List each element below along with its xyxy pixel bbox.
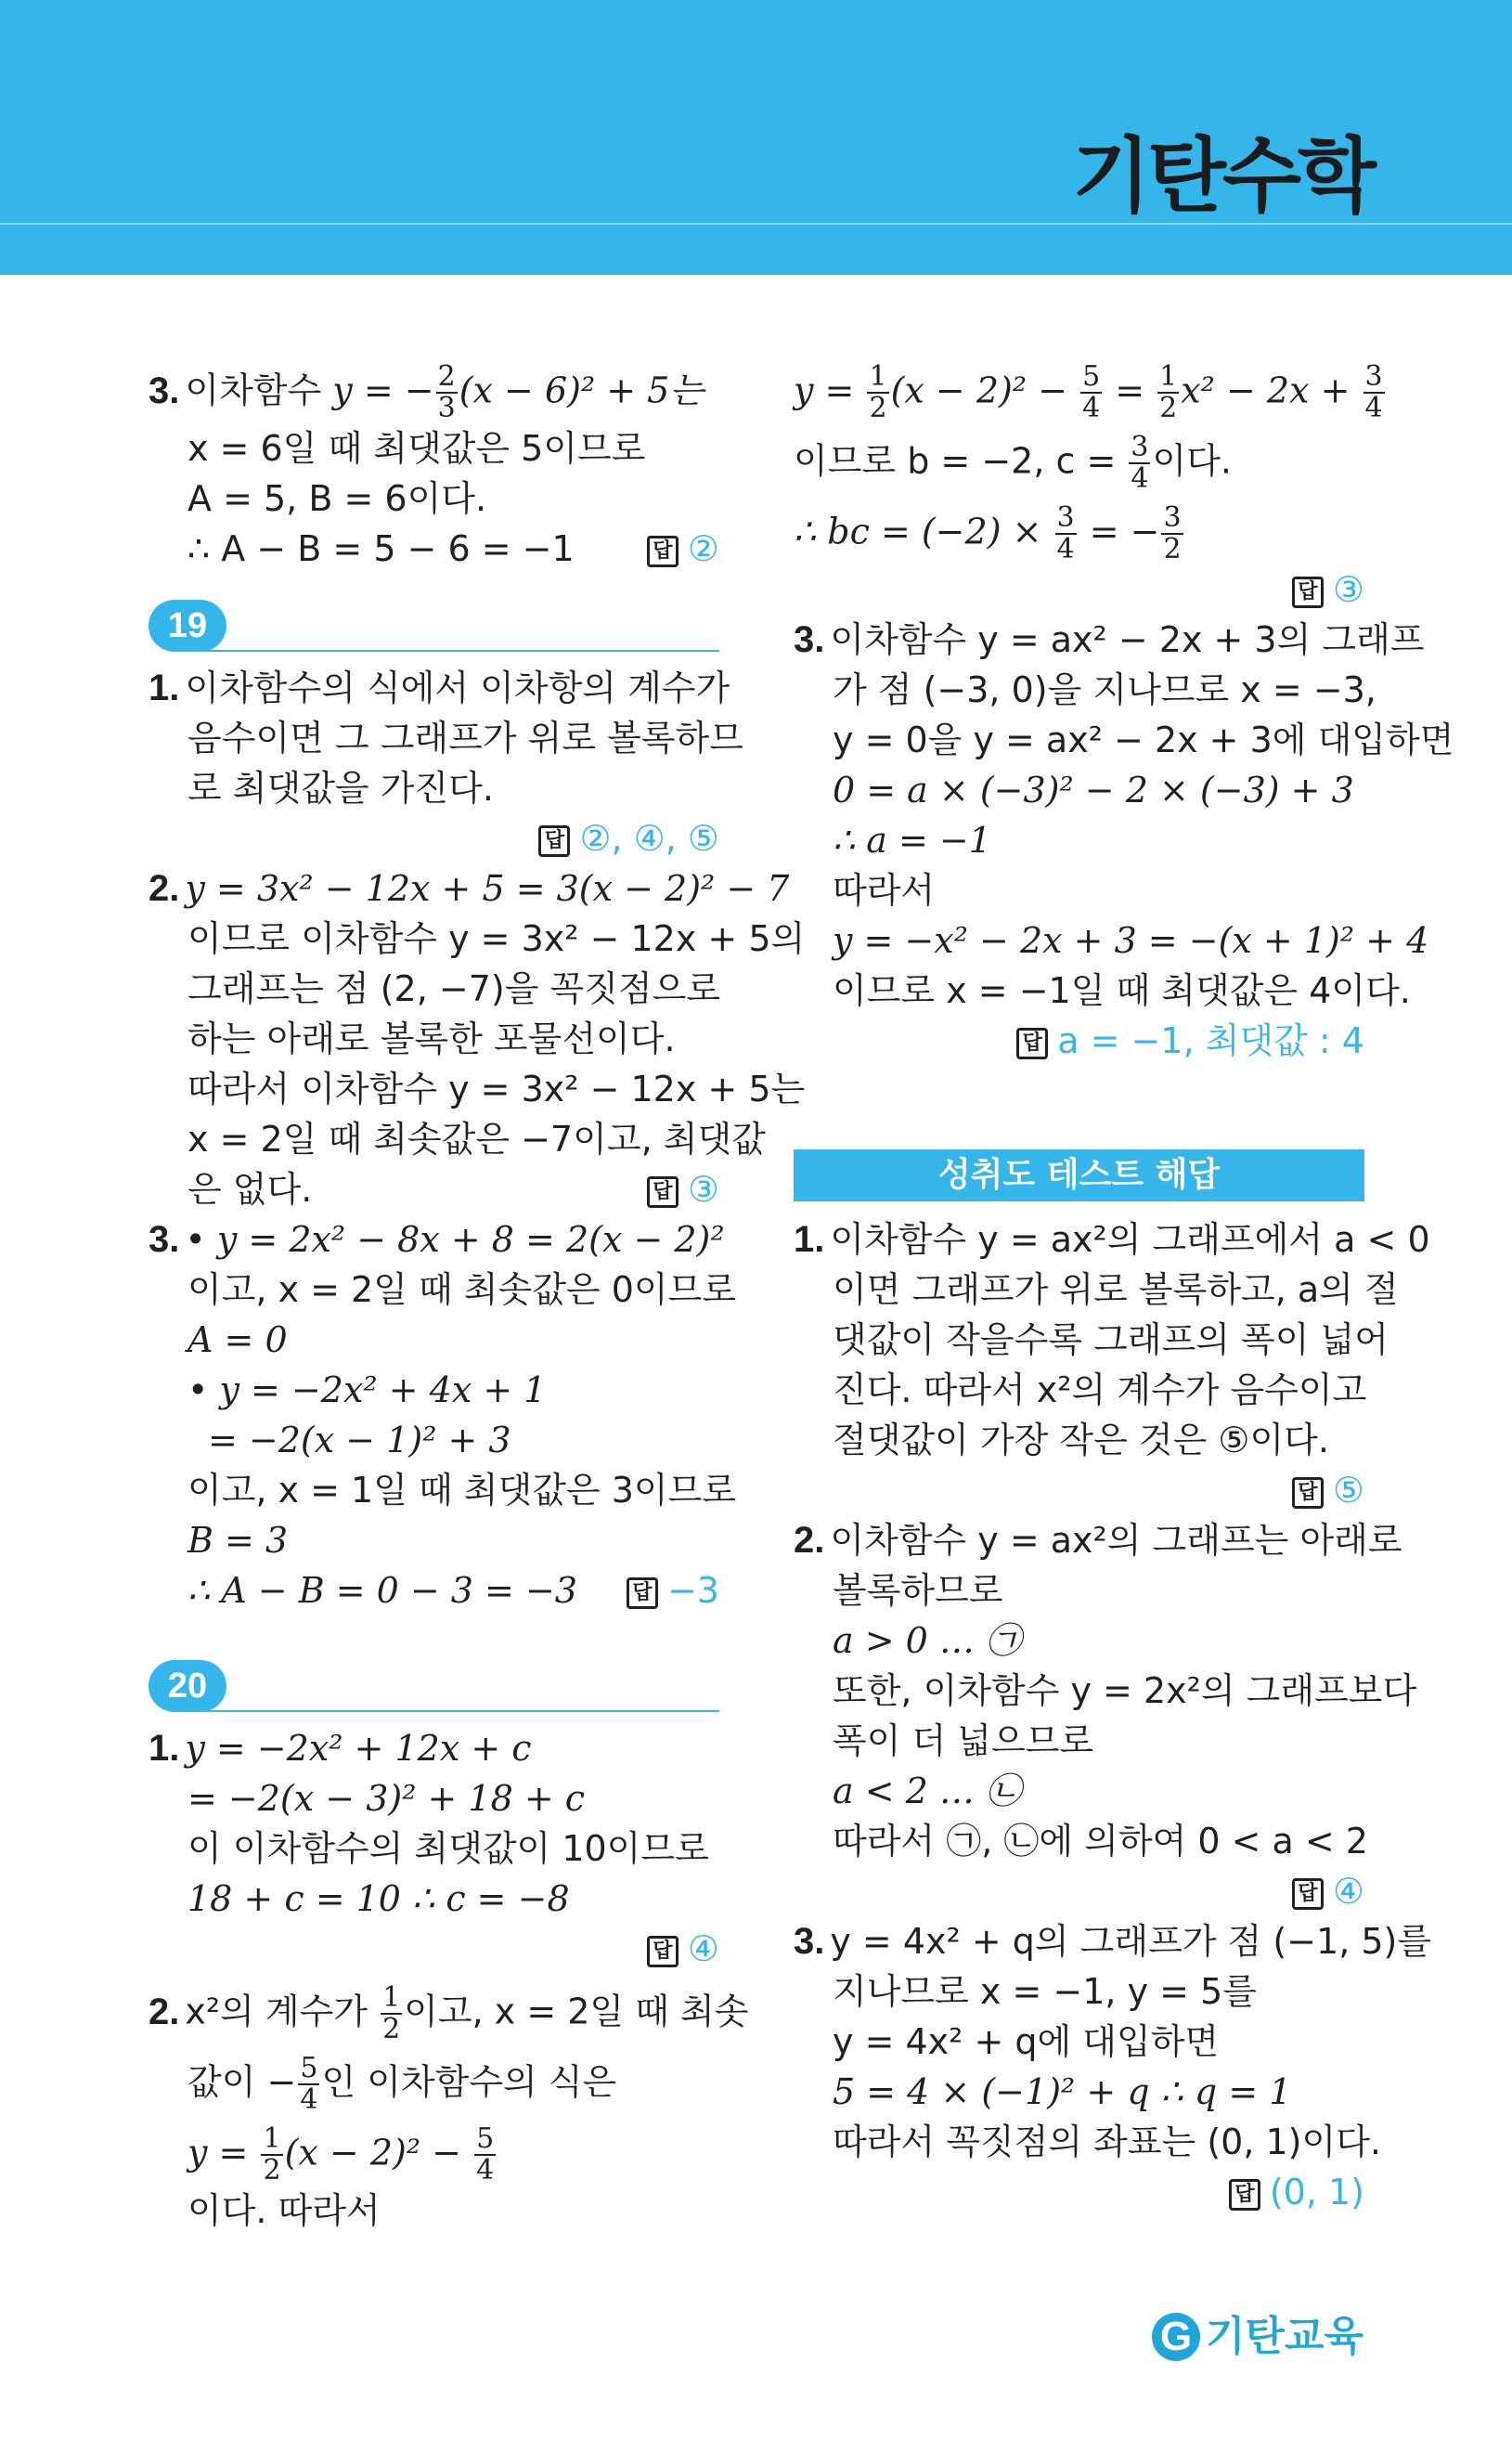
answer-icon: 답 — [647, 536, 678, 567]
right-column — [794, 353, 1454, 2217]
fraction: $\frac{1}{2}$ — [382, 1981, 401, 2045]
section-19-header — [149, 592, 719, 661]
section-20-header — [149, 1653, 719, 1721]
fraction: $\frac{1}{2}$ — [1159, 360, 1178, 424]
answer: 답 ④ — [149, 1924, 719, 1974]
answer-icon: 답 — [627, 1577, 658, 1609]
problem-20-3: 3. 이차함수 y = ax² − 2x + 3의 그래프 가 점 (−3, 0)을 지나므로 x = −3, y = 0을 y = ax² − 2x + 3에 대입하면 0 = a × (−3)² − 2 × (−3) + 3 ∴ a = −1 따라서 y = −x² − 2x + 3 = −(x + 1)² + 4 이므로 x = −1일 때 최댓값은 4이다. 답 a = −1, 최댓값 : 4 — [794, 615, 1364, 1066]
problem-20-1: 1. y = −2x² + 12x + c = −2(x − 3)² + 18 + c 이 이차함수의 최댓값이 10이므로 18 + c = 10 ∴ c = −8 답 ④ — [149, 1723, 719, 1974]
answer: 답 ③ — [794, 564, 1364, 615]
answer: 답 ② — [647, 524, 719, 574]
fraction: $\frac{5}{4}$ — [1082, 360, 1101, 424]
page-header — [0, 0, 1512, 275]
test-problem-3: 3. y = 4x² + q의 그래프가 점 (−1, 5)를 지나므로 x = −1, y = 5를 y = 4x² + q에 대입하면 5 = 4 × (−1)² + q ∴ q = 1 따라서 꼭짓점의 좌표는 (0, 1)이다. 답 (0, 1) — [794, 1916, 1364, 2217]
fraction: $\frac{1}{2}$ — [869, 360, 887, 424]
answer: 답 (0, 1) — [794, 2167, 1364, 2217]
answer: 답 ③ — [647, 1164, 719, 1214]
problem-19-2: 2. y = 3x² − 12x + 5 = 3(x − 2)² − 7 이므로 이차함수 y = 3x² − 12x + 5의 그래프는 점 (2, −7)을 꼭짓점으로 하는 아래로 볼록한 포물선이다. 따라서 이차함수 y = 3x² − 12x + 5는 x = 2일 때 최솟값은 −7이고, 최댓값 은 없다. 답 ③ — [149, 863, 719, 1214]
brand-logo: 기탄수학 — [1071, 128, 1373, 224]
test-problem-2: 2. 이차함수 y = ax²의 그래프는 아래로 볼록하므로 a > 0 … ㉠ 또한, 이차함수 y = 2x²의 그래프보다 폭이 더 넓으므로 a < 2 … ㉡ 따라서 ㉠, ㉡에 의하여 0 < a < 2 답 ④ — [794, 1515, 1364, 1916]
test-problem-1: 1. 이차함수 y = ax²의 그래프에서 a < 0 이면 그래프가 위로 볼록하고, a의 절 댓값이 작을수록 그래프의 폭이 넓어 진다. 따라서 x²의 계수가 음수이고 절댓값이 가장 작은 것은 ⑤이다. 답 ⑤ — [794, 1214, 1364, 1515]
section-badge: 19 — [149, 600, 226, 652]
section-badge: 20 — [149, 1660, 226, 1712]
problem-number: 3. — [149, 370, 180, 411]
answer-icon: 답 — [1016, 1028, 1048, 1059]
fraction: $\frac{3}{4}$ — [1364, 360, 1383, 424]
section-rule — [204, 650, 719, 652]
fraction: $\frac{3}{4}$ — [1131, 431, 1149, 495]
fraction: $\frac{3}{2}$ — [1163, 501, 1182, 565]
problem-19-3: 3. • y = 2x² − 8x + 8 = 2(x − 2)² 이고, x = 2일 때 최솟값은 0이므로 A = 0 • y = −2x² + 4x + 1 = −2(x − 1)² + 3 이고, x = 1일 때 최댓값은 3이므로 B = 3 ∴ A − B = 0 − 3 = −3 답 −3 — [149, 1214, 719, 1615]
fraction: $\frac{2}{3}$ — [437, 360, 456, 424]
answer-icon: 답 — [647, 1176, 678, 1208]
answer-icon: 답 — [647, 1936, 678, 1967]
answer-icon: 답 — [1229, 2179, 1260, 2211]
fraction: $\frac{5}{4}$ — [300, 2052, 318, 2116]
fraction: $\frac{5}{4}$ — [476, 2122, 495, 2186]
section-rule — [204, 1710, 719, 1712]
problem-20-2-cont: y = $\frac{1}{2}$ (x − 2)² − $\frac{5}{4}$ = $\frac{1}{2}$ x² − 2x + $\frac{3}{4}$ 이므로 b = −2, c = $\frac{3}{4}$ 이다. ∴ bc = (−2) × $\frac{3}{4}$ = − $\frac{3}{2}$ 답 ③ — [794, 353, 1364, 615]
answer-icon: 답 — [1292, 1477, 1324, 1509]
fraction: $\frac{3}{4}$ — [1056, 501, 1075, 565]
answer-icon: 답 — [1292, 577, 1324, 608]
answer: 답 ②, ④, ⑤ — [149, 813, 719, 863]
problem-19-1: 1. 이차함수의 식에서 이차항의 계수가 음수이면 그 그래프가 위로 볼록하므 로 최댓값을 가진다. 답 ②, ④, ⑤ — [149, 663, 719, 863]
left-column — [149, 353, 806, 2236]
achievement-test-banner: 성취도 테스트 해답 — [794, 1149, 1364, 1201]
fraction: $\frac{1}{2}$ — [263, 2122, 281, 2186]
answer: 답 ④ — [794, 1866, 1364, 1916]
answer: 답 ⑤ — [794, 1465, 1364, 1515]
problem-3-prev: 3. 이차함수 y = − $\frac{2}{3}$ (x − 6)² + 5는 x = 6일 때 최댓값은 5이므로 A = 5, B = 6이다. ∴ A − B = 5 − 6 = −1 답 ② — [149, 353, 719, 574]
publisher-g-icon: G — [1152, 2313, 1200, 2361]
answer-icon: 답 — [538, 825, 570, 857]
answer-icon: 답 — [1292, 1878, 1324, 1910]
answer: 답 a = −1, 최댓값 : 4 — [794, 1016, 1364, 1066]
answer: 답 −3 — [627, 1565, 719, 1615]
problem-20-2: 2. x²의 계수가 $\frac{1}{2}$ 이고, x = 2일 때 최솟 값이 − $\frac{5}{4}$ 인 이차함수의 식은 y = $\frac{1}{2}$ (x − 2)² − $\frac{5}{4}$ 이다. 따라서 — [149, 1981, 749, 2231]
publisher-logo: G 기탄교육 — [1152, 2303, 1363, 2362]
